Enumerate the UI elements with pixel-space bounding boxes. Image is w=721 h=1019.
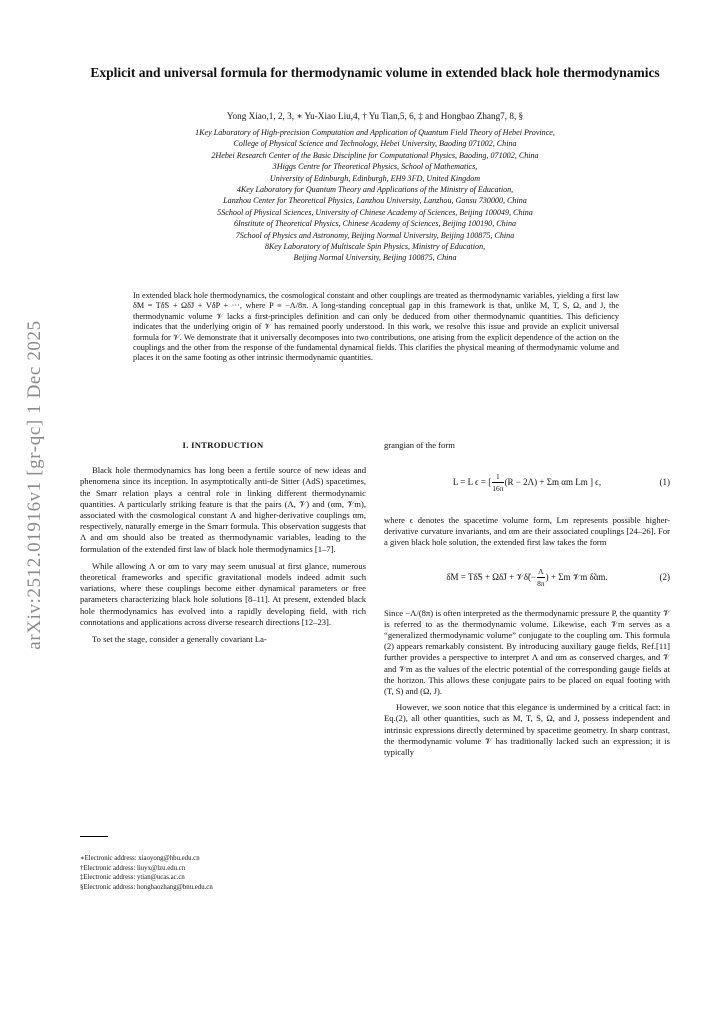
fraction-denominator: 16π [492, 484, 504, 494]
footnote: §Electronic address: hongbaozhang@bnu.edu.cn [80, 883, 213, 891]
left-column [80, 440, 366, 645]
arxiv-sidebar-stamp [20, 300, 50, 670]
affiliations [70, 127, 680, 264]
equation-number: (2) [659, 572, 670, 583]
equation-lhs: L = L ϵ = [ [452, 477, 492, 488]
affiliation-line: 6Institute of Theoretical Physics, Chinese Academy of Sciences, Beijing 100190, China [233, 219, 517, 229]
paragraph: To set the stage, consider a generally covariant La- [92, 634, 267, 645]
fraction [537, 566, 545, 589]
affiliation-line: 1Key Laboratory of High-precision Computation and Application of Quantum Field Theory of Hebei Province, [195, 128, 555, 137]
footnote: ‡Electronic address: ytian@ucas.ac.cn [80, 874, 185, 881]
arxiv-id: arXiv:2512.01916v1 [gr-qc] 1 Dec 2025 [24, 320, 45, 650]
footnote-rule [80, 836, 108, 837]
abstract: In extended black hole thermodynamics, the cosmological constant and other couplings are treated as thermodynamic variables, yielding a first law δ̃M = Tδ̃S + Ωδ̃J + Vδ̃P + ···, where P ≡ −Λ/8π. A long-standing conceptual gap in this framework is that, unlike M, T, S, Ω, and J, the thermodynamic volume 𝒱 lacks a first-principles definition and can only be deduced from other thermodynamic quantities. This deficiency indicates that the underlying origin of 𝒱 has remained poorly understood. In this work, we resolve this issue and provide an explicit universal formula for 𝒱. We demonstrate that it universally decomposes into two contributions, one arising from the explicit dependence of the action on the couplings and the other from the response of the fundamental dynamical fields. This clarifies the physical meaning of thermodynamic volume and places it on the same footing as other intrinsic thermodynamic quantities. [133, 291, 619, 363]
affiliation-line: 8Key Laboratory of Multiscale Spin Physics, Ministry of Education, [264, 242, 486, 252]
footnotes [80, 854, 366, 892]
affiliation-line: 5School of Physical Sciences, University of Chinese Academy of Sciences, Beijing 100049, China [217, 207, 533, 217]
footnote: ∗Electronic address: xiaoyong@hbu.edu.cn [80, 855, 200, 862]
paragraph: grangian of the form [384, 440, 455, 450]
right-column [384, 440, 670, 758]
footnote: †Electronic address: liuyx@lzu.edu.cn [80, 864, 186, 872]
equation-2 [384, 566, 670, 589]
affiliation-line: University of Edinburgh, Edinburgh, EH9 3FD, United Kingdom [269, 173, 481, 183]
paragraph: Since −Λ/(8π) is often interpreted as the thermodynamic pressure P, the quantity 𝒱 is referred to as the thermodynamic volume. Likewise, each 𝒱m serves as a “generalized thermodynamic volume” conjugate to the coupling αm. This formula (2) appears remarkably consistent. By introducing auxiliary gauge fields, Ref.[11] further provides a perspective to interpret Λ and αm as conserved charges, and 𝒱 and 𝒱m as the values of the electric potential of the corresponding gauge fields at the horizon. This allows these conjugate pairs to be placed on equal footing with (T, S) and (Ω, J). [384, 607, 670, 697]
paper-title: Explicit and universal formula for thermodynamic volume in extended black hole thermodynamics [90, 65, 660, 80]
paragraph: Black hole thermodynamics has long been a fertile source of new ideas and phenomena since its inception. In asymptotically anti-de Sitter (AdS) spacetimes, the Smarr relation plays a central role in linking different thermodynamic quantities. A particularly striking feature is that the pairs (Λ, 𝒱) and (αm, 𝒱m), associated with the cosmological constant Λ and higher-derivative couplings αm, respectively, naturally emerge in the Smarr formula. This observation suggests that Λ and αm should also be treated as thermodynamic variables, leading to the formulation of the extended first law of black hole thermodynamics [1–7]. [80, 465, 366, 554]
equation-rest: ) + Σm 𝒱m δ̃αm. [545, 572, 608, 583]
paragraph: However, we soon notice that this elegance is undermined by a critical fact: in Eq.(2), all other quantities, such as M, T, S, Ω, and J, possess independent and intrinsic expressions directly determined by spacetime geometry. In sharp contrast, the thermodynamic volume 𝒱 has traditionally lacked such an expression; it is typically [384, 702, 670, 758]
fraction-numerator: 1 [492, 471, 503, 483]
affiliation-line: 4Key Laboratory for Quantum Theory and Applications of the Ministry of Education, [236, 185, 514, 195]
author-list: Yong Xiao,1, 2, 3, ∗ Yu-Xiao Liu,4, † Yu Tian,5, 6, ‡ and Hongbao Zhang7, 8, § [226, 111, 524, 121]
paragraph: where ϵ denotes the spacetime volume form, Lm represents possible higher-derivative curvature invariants, and αm are their associated couplings [24–26]. For a given black hole solution, the extended first law takes the form [384, 514, 670, 548]
affiliation-line: 7School of Physics and Astronomy, Beijing Normal University, Beijing 100875, China [235, 230, 515, 240]
affiliation-line: Lanzhou Center for Theoretical Physics, Lanzhou University, Lanzhou, Gansu 730000, China [223, 196, 527, 206]
affiliation-line: College of Physical Science and Technology, Hebei University, Baoding 071002, China [233, 139, 517, 149]
affiliation-line: 2Hebei Research Center of the Basic Discipline for Computational Physics, Baoding, 071002, China [211, 150, 539, 160]
equation-rest: (R − 2Λ) + Σm αm Lm ] ϵ, [504, 477, 602, 488]
equation-1 [384, 471, 670, 494]
fraction-denominator: 8π [537, 579, 545, 589]
section-heading: I. INTRODUCTION [182, 440, 264, 450]
affiliation-line: Beijing Normal University, Beijing 100875, China [293, 253, 457, 263]
fraction [492, 471, 503, 494]
fraction-numerator: Λ [537, 566, 545, 578]
paragraph: While allowing Λ or αm to vary may seem unusual at first glance, numerous theoretical frameworks and specific gravitational models indeed admit such variations, where these couplings become either dynamical parameters or free parameters characterizing black hole solutions [8–11]. At present, extended black hole thermodynamics has evolved into a rapidly developing field, with rich connotations and applications across diverse research directions [12–23]. [80, 560, 366, 627]
equation-lhs: δ̃M = Tδ̃S + Ωδ̃J + 𝒱δ̃(− [446, 572, 537, 583]
affiliation-line: 3Higgs Centre for Theoretical Physics, School of Mathematics, [272, 162, 478, 172]
equation-number: (1) [659, 477, 670, 488]
